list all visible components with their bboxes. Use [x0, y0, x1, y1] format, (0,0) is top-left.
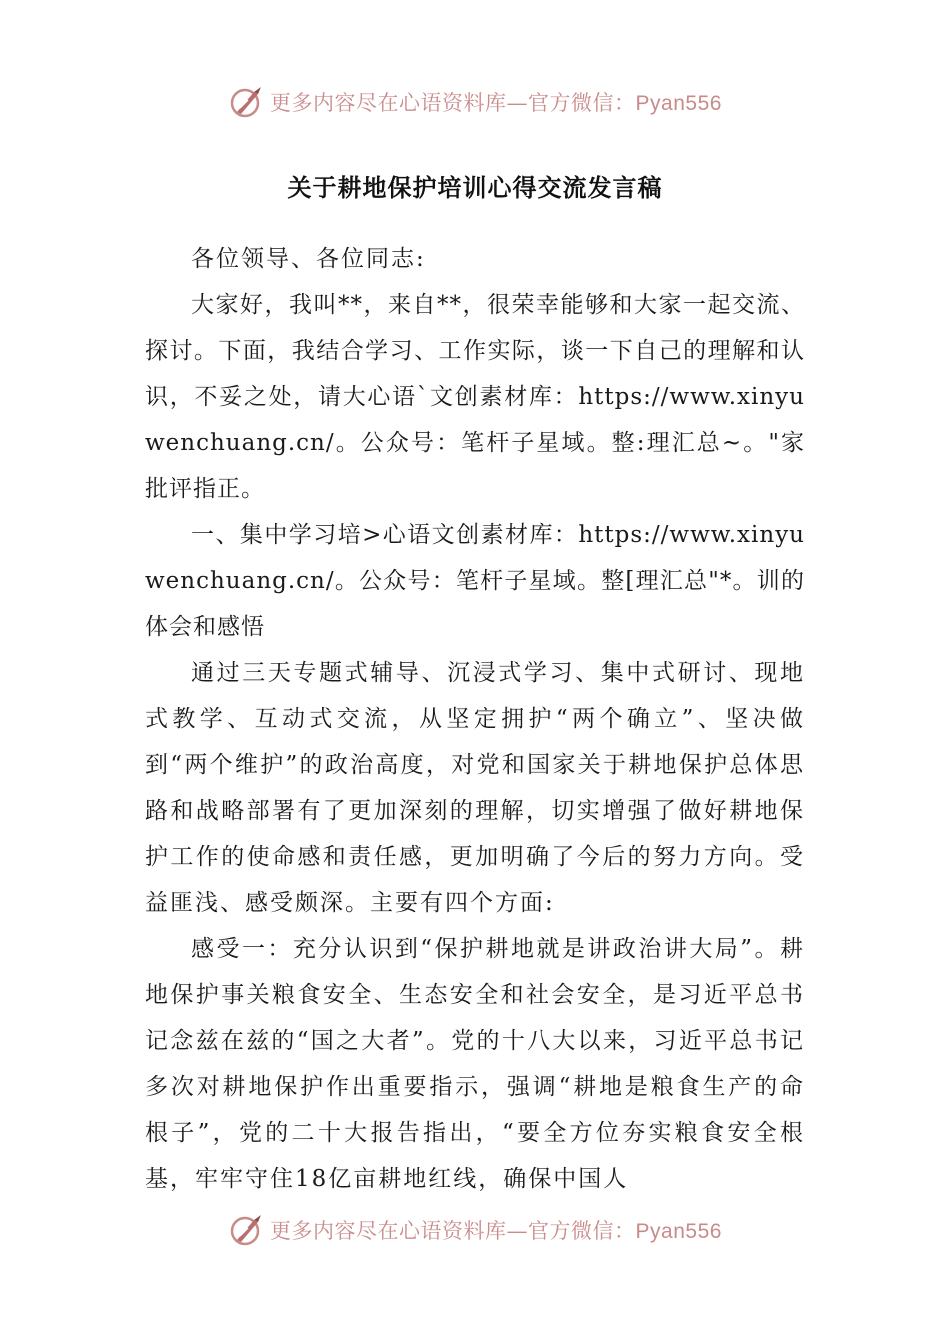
document-body [145, 236, 805, 1202]
body-paragraph: 通过三天专题式辅导、沉浸式学习、集中式研讨、现地式教学、互动式交流，从坚定拥护“两个确立”、坚决做到“两个维护”的政治高度，对党和国家关于耕地保护总体思路和战略部署有了更加深刻的理解，切实增强了做好耕地保护工作的使命感和责任感，更加明确了今后的努力方向。受益匪浅、感受颇深。主要有四个方面: [145, 660, 805, 916]
salutation-paragraph: 各位领导、各位同志: [191, 246, 426, 272]
wechat-id: Pyan556 [635, 1220, 722, 1243]
body-paragraph: 感受一：充分认识到“保护耕地就是讲政治讲大局”。耕地保护事关粮食安全、生态安全和社会安全，是习近平总书记念兹在兹的“国之大者”。党的十八大以来，习近平总书记多次对耕地保护作出重要指示，强调“耕地是粮食生产的命根子”，党的二十大报告指出，“要全方位夯实粮食安全根基，牢牢守住18亿亩耕地红线，确保中国人 [145, 936, 805, 1192]
quill-pen-logo-icon [228, 84, 264, 120]
wechat-id: Pyan556 [635, 92, 722, 115]
section-heading-paragraph: 一、集中学习培>心语文创素材库：https://www.xinyuwenchuang.cn/。公众号：笔杆子星域。整[理汇总"*。训的体会和感悟 [145, 522, 805, 640]
watermark-text: 更多内容尽在心语资料库—官方微信：Pyan556 [270, 91, 722, 115]
header-watermark-banner [0, 80, 950, 124]
intro-paragraph: 大家好，我叫**，来自**，很荣幸能够和大家一起交流、探讨。下面，我结合学习、工作实际，谈一下自己的理解和认识，不妥之处，请大心语`文创素材库：https://www.xinyuwenchuang.cn/。公众号：笔杆子星域。整:理汇总~。"家批评指正。 [145, 292, 805, 502]
quill-pen-logo-icon [228, 1212, 264, 1248]
document-title: 关于耕地保护培训心得交流发言稿 [287, 174, 663, 202]
footer-watermark-banner [0, 1208, 950, 1252]
watermark-text: 更多内容尽在心语资料库—官方微信：Pyan556 [270, 1219, 722, 1243]
